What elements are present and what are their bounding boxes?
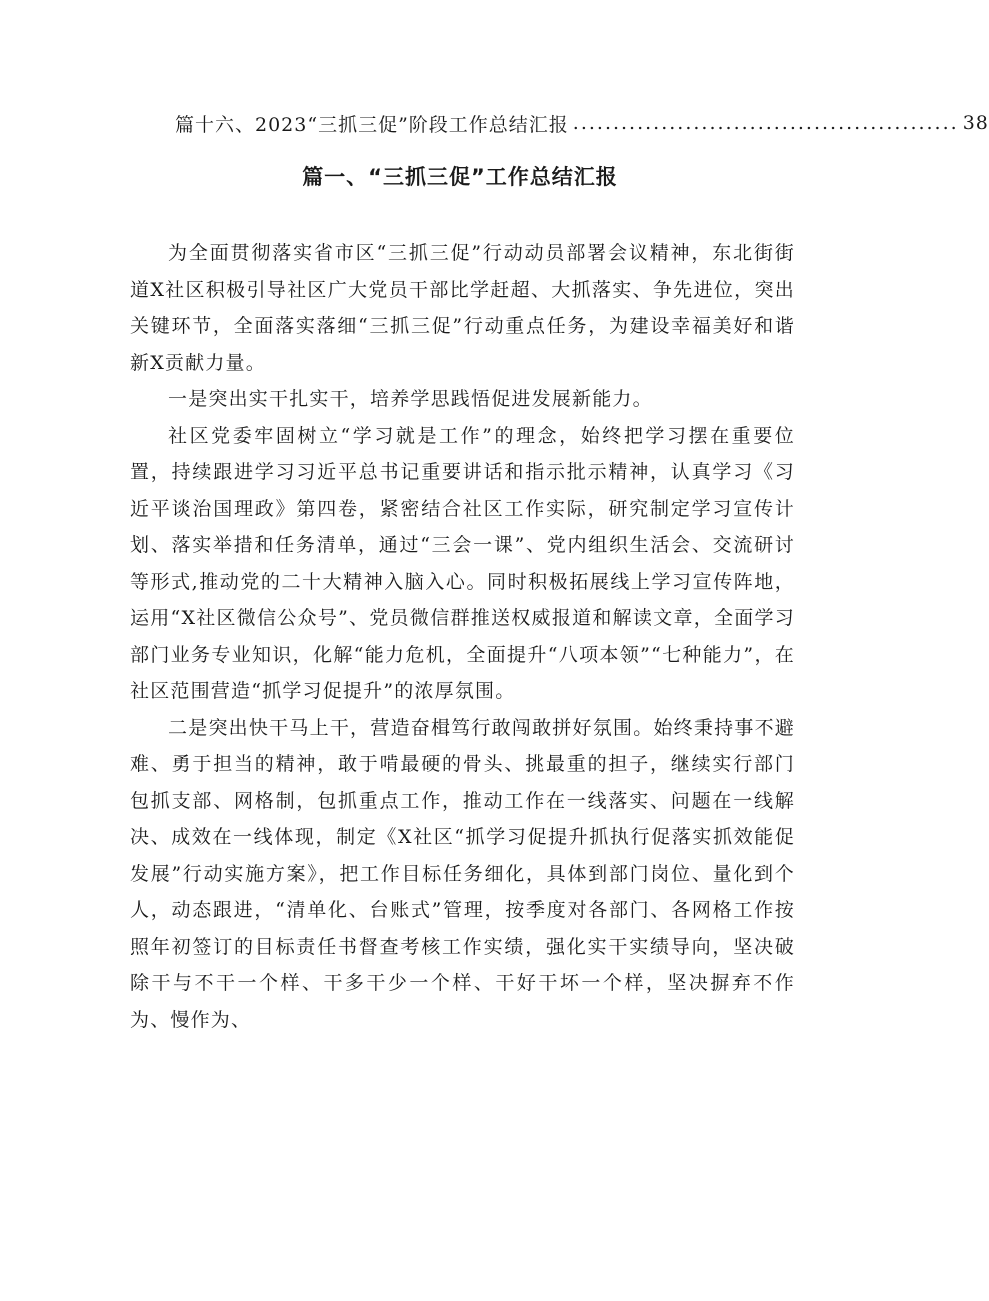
toc-entry	[175, 108, 989, 138]
paragraph-point-two: 二是突出快干马上干，营造奋楫笃行敢闯敢拼好氛围。始终秉持事不避难、勇于担当的精神，敢于啃最硬的骨头、挑最重的担子，继续实行部门包抓支部、网格制，包抓重点工作，推动工作在一线落实、问题在一线解决、成效在一线体现，制定《X社区“抓学习促提升抓执行促落实抓效能促发展”行动实施方案》，把工作目标任务细化，具体到部门岗位、量化到个人，动态跟进，“清单化、台账式”管理，按季度对各部门、各网格工作按照年初签订的目标责任书督查考核工作实绩，强化实干实绩导向，坚决破除干与不干一个样、干多干少一个样、干好干坏一个样，坚决摒弃不作为、慢作为、	[130, 716, 795, 1031]
paragraph-point-one: 一是突出实干扎实干，培养学思践悟促进发展新能力。	[168, 388, 653, 410]
toc-entry-title: 篇十六、2023“三抓三促”阶段工作总结汇报	[175, 113, 569, 136]
toc-page-number: 38	[962, 112, 989, 134]
section-heading: 篇一、“三抓三促”工作总结汇报	[302, 165, 618, 189]
document-body	[130, 235, 795, 1038]
paragraph-point-one-detail: 社区党委牢固树立“学习就是工作”的理念，始终把学习摆在重要位置，持续跟进学习习近平总书记重要讲话和指示批示精神，认真学习《习近平谈治国理政》第四卷，紧密结合社区工作实际，研究制定学习宣传计划、落实举措和任务清单，通过“三会一课”、党内组织生活会、交流研讨等形式,推动党的二十大精神入脑入心。同时积极拓展线上学习宣传阵地，运用“X社区微信公众号”、党员微信群推送权威报道和解读文章，全面学习部门业务专业知识，化解“能力危机，全面提升“八项本领”“七种能力”，在社区范围营造“抓学习促提升”的浓厚氛围。	[130, 424, 795, 702]
paragraph-intro: 为全面贯彻落实省市区“三抓三促”行动动员部署会议精神，东北街街道X社区积极引导社区广大党员干部比学赶超、大抓落实、争先进位，突出关键环节，全面落实落细“三抓三促”行动重点任务，为建设幸福美好和谐新X贡献力量。	[130, 242, 795, 374]
toc-dot-leader: ................................................	[572, 112, 959, 134]
